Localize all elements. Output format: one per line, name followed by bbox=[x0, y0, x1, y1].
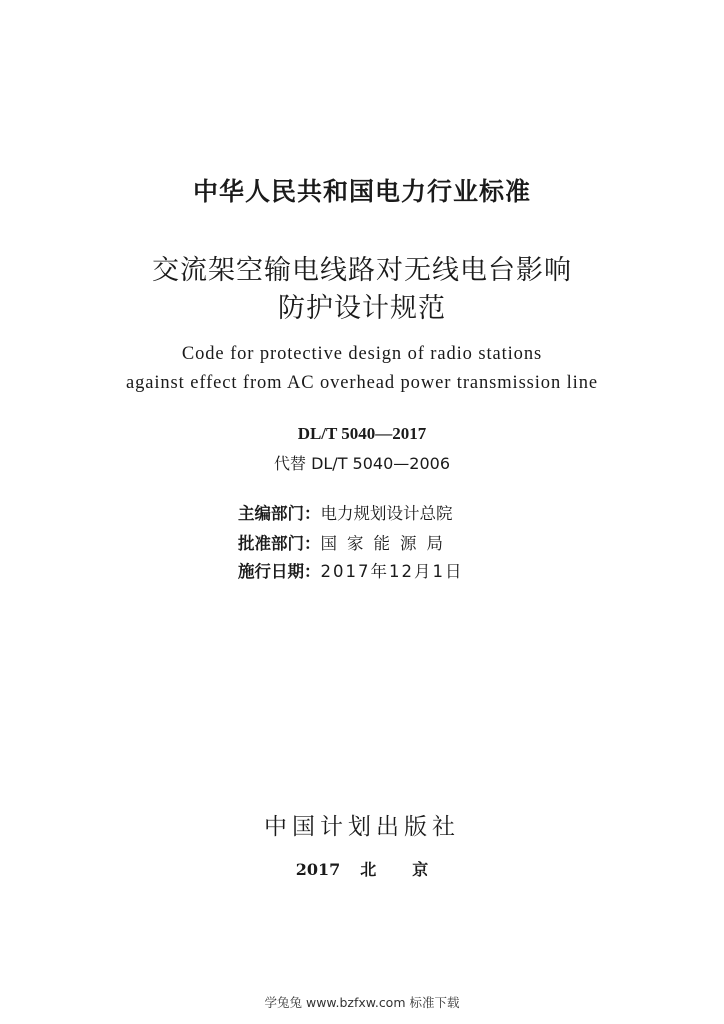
publisher-name: 中国计划出版社 bbox=[264, 814, 460, 840]
editor-value: 电力规划设计总院 bbox=[320, 504, 453, 523]
publish-year: 2017 bbox=[295, 860, 341, 879]
effective-value: 2017年12月1日 bbox=[320, 562, 464, 581]
title-zh-line1: 交流架空输电线路对无线电台影响 bbox=[152, 255, 572, 286]
replaces-code: 代替 DL/T 5040—2006 bbox=[273, 454, 450, 473]
title-zh-line2: 防护设计规范 bbox=[278, 293, 446, 324]
editor-row bbox=[238, 500, 453, 524]
publish-city-part2: 京 bbox=[412, 860, 429, 879]
footer-watermark: 学兔兔 www.bzfxw.com 标准下载 bbox=[264, 995, 460, 1010]
publish-place bbox=[0, 857, 724, 880]
effective-date-row bbox=[238, 558, 464, 582]
title-en-line1: Code for protective design of radio stations bbox=[181, 344, 543, 364]
approver-label: 批准部门： bbox=[238, 534, 321, 553]
standard-category: 中华人民共和国电力行业标准 bbox=[192, 177, 531, 206]
effective-label: 施行日期： bbox=[238, 562, 321, 581]
approver-row bbox=[238, 530, 453, 554]
standard-code: DL/T 5040—2017 bbox=[297, 424, 427, 443]
approver-value: 国家能源局 bbox=[320, 534, 453, 553]
title-en-line2: against effect from AC overhead power transmission line bbox=[126, 373, 598, 393]
editor-label: 主编部门： bbox=[238, 504, 321, 523]
publish-city-part1: 北 bbox=[360, 860, 377, 879]
